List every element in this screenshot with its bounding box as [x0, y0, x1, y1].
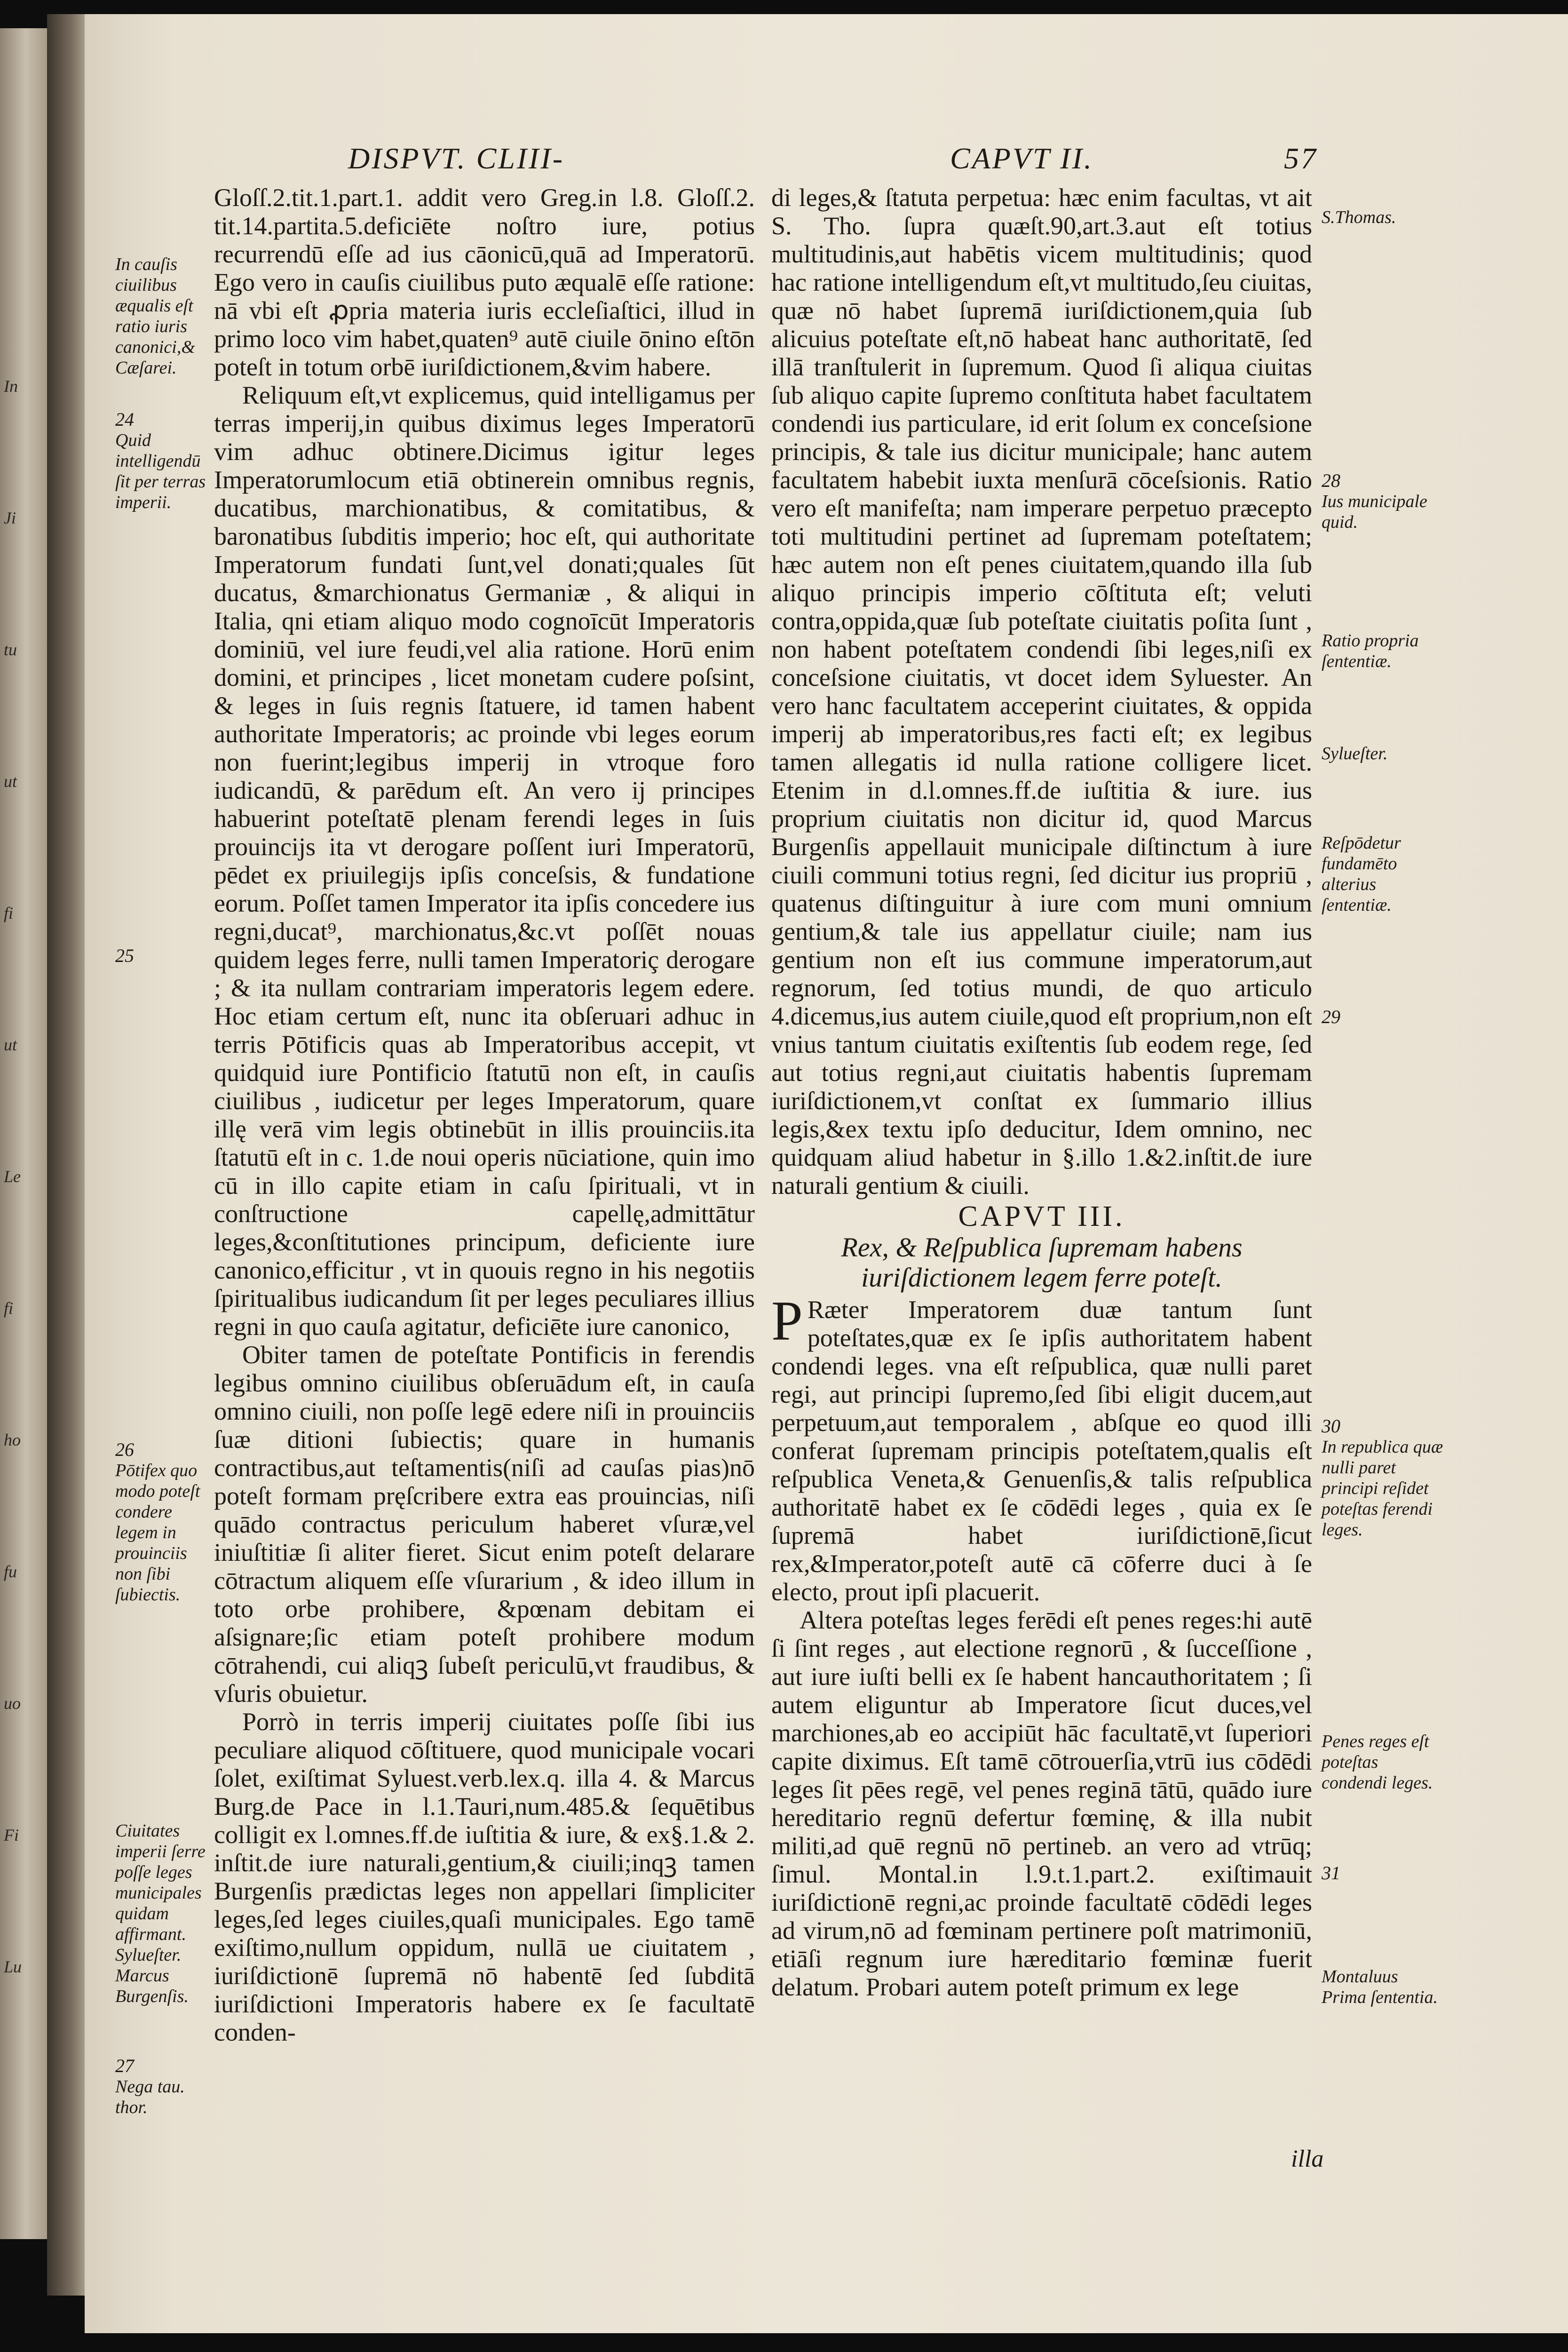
margin-note-right: S.Thomas. — [1322, 207, 1396, 227]
chapter-subtitle: Rex, & Reſpublica ſupremam habens iuriſdictionem legem ferre poteſt. — [841, 1232, 1243, 1293]
paragraph: Obiter tamen de poteſtate Pontificis in ferendis legibus omnino ciuilibus obſeruādum eſt, in cauſa omnino ciuili, non poſſe legē edere niſi in prouinciis ſuæ ditioni ſubiectis; quare in humanis contractibus,aut teſtamentis(niſi ad cauſas pias)nō poteſt formam pręſcribere extra eas prouincias, niſi quādo contractus periculum haberet vſuræ,vel iniuſtitiæ ſi aliter fieret. Sicut enim poteſt delarare cōtractum aliquem eſſe vſurarium , & ideo illum in toto orbe prohibere, &pœnam debitam ei aſsignare;ſic etiam poteſt prohibere modum cōtrahendi, cui aliqꝫ ſubeſt periculū,vt fraudibus, & vſuris obuietur. — [214, 1341, 755, 1708]
margin-note-right: Penes reges eſt poteſtas condendi leges. — [1322, 1732, 1433, 1793]
left-text-column — [214, 183, 755, 2140]
paragraph: di leges,& ſtatuta perpetua: hæc enim facultas, vt ait S. Tho. ſupra quæſt.90,art.3.aut eſt totius multitudinis,aut habētis vicem multitudinis; quod hac ratione intelligendum eſt,vt multitudo,ſeu ciuitas, quæ nō habet ſupremā iuriſdictionem,quia ſub alicuius poteſtate eſt,nō habeat hanc authoritatē, ſed illā tranſtulerit in ſupremum. Quod ſi aliqua ciuitas ſub aliquo capite ſupremo conſtituta habet facultatem condendi ius particulare, id erit ſolum ex conceſsione principis, & tale ius dicitur municipale; hanc autem facultatem habebit iuxta menſurā cōceſsionis. Ratio vero eſt manifeſta; nam imperare perpetuo præcepto toti multitudini pertinet ad ſupremam poteſtatem; hæc autem non eſt penes ciuitatem,quando illa ſub aliquo principis imperio cōſtituta eſt; veluti contra,oppida,quæ ſub poteſtate ciuitatis poſita ſunt , non habent poteſtatem condendi ſibi leges,niſi ex conceſsione ciuitatis, vt docet idem Syluester. An vero hanc facultatem acceperint ciuitates, & oppida imperij ab imperatoribus,res facti eſt; ex legibus tamen allegatis id nulla ratione colligere licet. Etenim in d.l.omnes.ff.de iuſtitia & iure. ius proprium ciuitatis non dicitur id, quod Marcus Burgenſis appellauit municipale diſtinctum à iure ciuili communi totius regni, ſed dicitur ius propriū , quatenus diſtinguitur à iure com muni omnium gentium,& tale ius appellatur ciuile; nam ius gentium non eſt ius commune imperatorum,aut regnorum, ſed totius mundi, de quo articulo 4.dicemus,ius autem ciuile,quod eſt proprium,non eſt vnius tantum ciuitatis exiſtentis ſub eodem rege, ſed aut totius regni,aut ciuitatis habentis ſupremam iuriſdictionem,vt conſtat ex ſummario illius legis,&ex textu ipſo deducitur, Idem omnino, nec quidquam aliud habetur in §.illo 1.&2.inſtit.de iure naturali gentium & ciuili. — [771, 183, 1312, 1200]
edge-text-fragment: fi — [4, 904, 14, 922]
edge-text-fragment: In — [4, 377, 18, 396]
margin-note-left: 24 Quid intelligendū ſit per terras imperii. — [115, 409, 206, 512]
margin-note-right: Ratio propria ſententiæ. — [1322, 631, 1419, 671]
paragraph: Altera poteſtas leges ferēdi eſt penes reges:hi autē ſi ſint reges , aut electione regnorū , & ſucceſſione , aut iure iuſti belli ex ſe habent hancauthoritatem ; ſi autem eliguntur ab Imperatore ſicut duces,vel marchiones,ab eo accipiūt hāc facultatē,vt ſuperiori capite diximus. Eſt tamē cōtrouerſia,vtrū ius cōdēdi leges ſit pēes regē, vel penes reginā tātū, quādo iure hereditario regnū defertur fœminę, & illa nubit militi,ad quē regnū nō pertineb. an vero ad vtrūq; ſimul. Montal.in l.9.t.1.part.2. exiſtimauit iuriſdictionē regni,ac proinde facultatē cōdēdi leges ad virum,nō ad fœminam pertinere poſt matrimoniū, etiāſi regnum iure hæreditario fœminæ fuerit delatum. Probari autem poteſt primum ex lege — [771, 1606, 1312, 2001]
margin-note-left: 25 — [115, 945, 134, 966]
margin-note-left: 26 Pōtifex quo modo poteſt condere legem in prouinciis non ſibi ſubiectis. — [115, 1439, 200, 1605]
margin-note-left: 27 Nega tau. thor. — [115, 2055, 185, 2117]
edge-text-fragment: Lu — [4, 1957, 22, 1976]
previous-page-edge — [0, 28, 47, 2239]
book-gutter — [47, 14, 89, 2296]
margin-note-right: 30 In republica quæ nulli paret principi reſidet poteſtas ferendi leges. — [1322, 1415, 1443, 1540]
edge-text-fragment: Le — [4, 1167, 21, 1186]
running-head-left: DISPVT. CLIII- — [348, 142, 565, 175]
margin-note-right: 29 — [1322, 1006, 1340, 1027]
chapter-title: CAPVT III. — [958, 1200, 1125, 1232]
paragraph: Porrò in terris imperij ciuitates poſſe ſibi ius peculiare aliquod cōſtituere, quod municipale vocari ſolet, exiſtimat Syluest.verb.lex.q. illa 4. & Marcus Burg.de Pace in l.1.Tauri,num.485.& ſequētibus colligit ex l.omnes.ff.de iuſtitia & iure, & ex§.1.& 2. inſtit.de iure naturali,gentium,& ciuili;inqꝫ tamen Burgenſis prædictas leges non appellari ſimpliciter leges,ſed leges ciuiles,quaſi municipales. Ego tamē exiſtimo,nullum oppidum, nullā ue ciuitatem , iuriſdictionē ſupremā nō habentē ſed ſubditā iuriſdictioni Imperatoris habere ex ſe facultatē conden- — [214, 1708, 755, 2046]
catchword: illa — [1291, 2145, 1324, 2172]
right-text-column — [771, 183, 1312, 2140]
edge-text-fragment: ut — [4, 772, 17, 791]
margin-note-right: 31 — [1322, 1862, 1340, 1883]
edge-text-fragment: fu — [4, 1562, 17, 1581]
margin-note-right: Reſpōdetur fundamēto alterius ſententiæ. — [1322, 833, 1401, 915]
edge-text-fragment: tu — [4, 640, 17, 659]
edge-text-fragment: fi — [4, 1299, 14, 1318]
edge-text-fragment: ut — [4, 1035, 17, 1054]
paragraph: Gloſſ.2.tit.1.part.1. addit vero Greg.in l.8. Gloſſ.2. tit.14.partita.5.deficiēte noſtro iure, potius recurrendū eſſe ad ius cāonicū,quā ad Imperatorū. Ego vero in cauſis ciuilibus puto æqualē eſſe ratione: nā vbi eſt ꝓpria materia iuris eccleſiaſtici, illud in primo loco vim habet,quaten⁹ autē ciuile ōnino eſtōn poteſt in totum orbē iuriſdictionem,&vim habere. — [214, 183, 755, 381]
edge-text-fragment: Fi — [4, 1826, 19, 1844]
margin-note-left: In cauſis ciuilibus æqualis eſt ratio iuris canonici,& Cæſarei. — [115, 254, 195, 378]
margin-note-right: 28 Ius municipale quid. — [1322, 470, 1427, 532]
edge-text-fragment: Ji — [4, 509, 16, 527]
edge-text-fragment: uo — [4, 1694, 21, 1713]
edge-text-fragment: ho — [4, 1430, 21, 1449]
drop-capital: P — [771, 1289, 803, 1352]
margin-note-right: Montaluus Prima ſententia. — [1322, 1967, 1438, 2007]
paragraph: Reliquum eſt,vt explicemus, quid intelligamus per terras imperij,in quibus diximus leges Imperatorū vim adhuc obtinere.Dicimus igitur leges Imperatorumlocum etiā obtinerein omnibus regnis, ducatibus, marchionatibus, & comitatibus, & baronatibus ſubditis imperio; hoc eſt, qui authoritate Imperatorum fundati ſunt,vel donati;quales ſūt ducatus, &marchionatus Germaniæ , & aliqui in Italia, qni etiam aliquo modo cognoīcūt Imperatoris dominiū, vel iure feudi,vel alia ratione. Horū enim domini, et principes , licet monetam cudere poſsint, & leges in ſuis regnis ſtatuere, id tamen habent authoritate Imperatoris; ac proinde vbi leges eorum non fuerint;legibus imperij in vtroque foro iudicandū, & parēdum eſt. An vero ij principes habuerint poteſtatē plenam ferendi leges in ſuis prouincijs ita vt derogare poſſent iuri Imperatorū, pēdet ex priuilegijs ipſis conceſsis, & fundatione eorum. Poſſet tamen Imperator ita ipſis concedere ius regni,ducat⁹, marchionatus,&c.vt poſſēt nouas quidem leges ferre, nulli tamen Imperatoriç derogare ; & ita nullam contrariam imperatoris legem edere. Hoc etiam certum eſt, nunc ita obſeruari adhuc in terris Pōtificis quas ab Imperatoribus accepit, vt quidquid iure Pontificio ſtatutū non eſt, in cauſis ciuilibus , iudicetur per leges Imperatorum, quare illę verā vim legis obtinebūt in illis prouinciis.ita ſtatutū eſt in c. 1.de noui operis nūciatione, quin imo cū in illo capite etiam in caſu ſpirituali, vt in conſtructione capellę,admittātur leges,&conſtitutiones principum, deficiente iure canonico,efficitur , vt in quouis regno in his negotiis ſpiritualibus iudicandum ſit per leges peculiares illius regni in quo cauſa agitatur, deficiēte iure canonico, — [214, 381, 755, 1341]
page-number: 57 — [1284, 142, 1318, 175]
margin-note-left: Ciuitates imperii ſerre poſſe leges municipales quidam affirmant. Sylueſter. Marcus Burgenſis. — [115, 1821, 206, 2006]
margin-note-right: Sylueſter. — [1322, 744, 1388, 763]
running-head-right: CAPVT II. — [950, 142, 1094, 175]
paragraph — [771, 1289, 1312, 1606]
paragraph-text: Ræter Imperatorem duæ tantum ſunt poteſtates,quæ ex ſe ipſis authoritatem habent condendi leges. vna eſt reſpublica, quæ nulli paret regi, aut principi ſupremo,ſed ſibi eligit ducem,aut perpetuum,aut temporalem , abſque eo quod illi conferat ſupremam principis poteſtatem,qualis eſt reſpublica Veneta,& Genuenſis,& talis reſpublica authoritatē habet ex ſe cōdēdi leges , quia ex ſe ſupremā habet iuriſdictionē,ſicut rex,&Imperator,poteſt autē cā cōferre duci à ſe electo, prout ipſi placuerit. — [771, 1295, 1312, 1606]
